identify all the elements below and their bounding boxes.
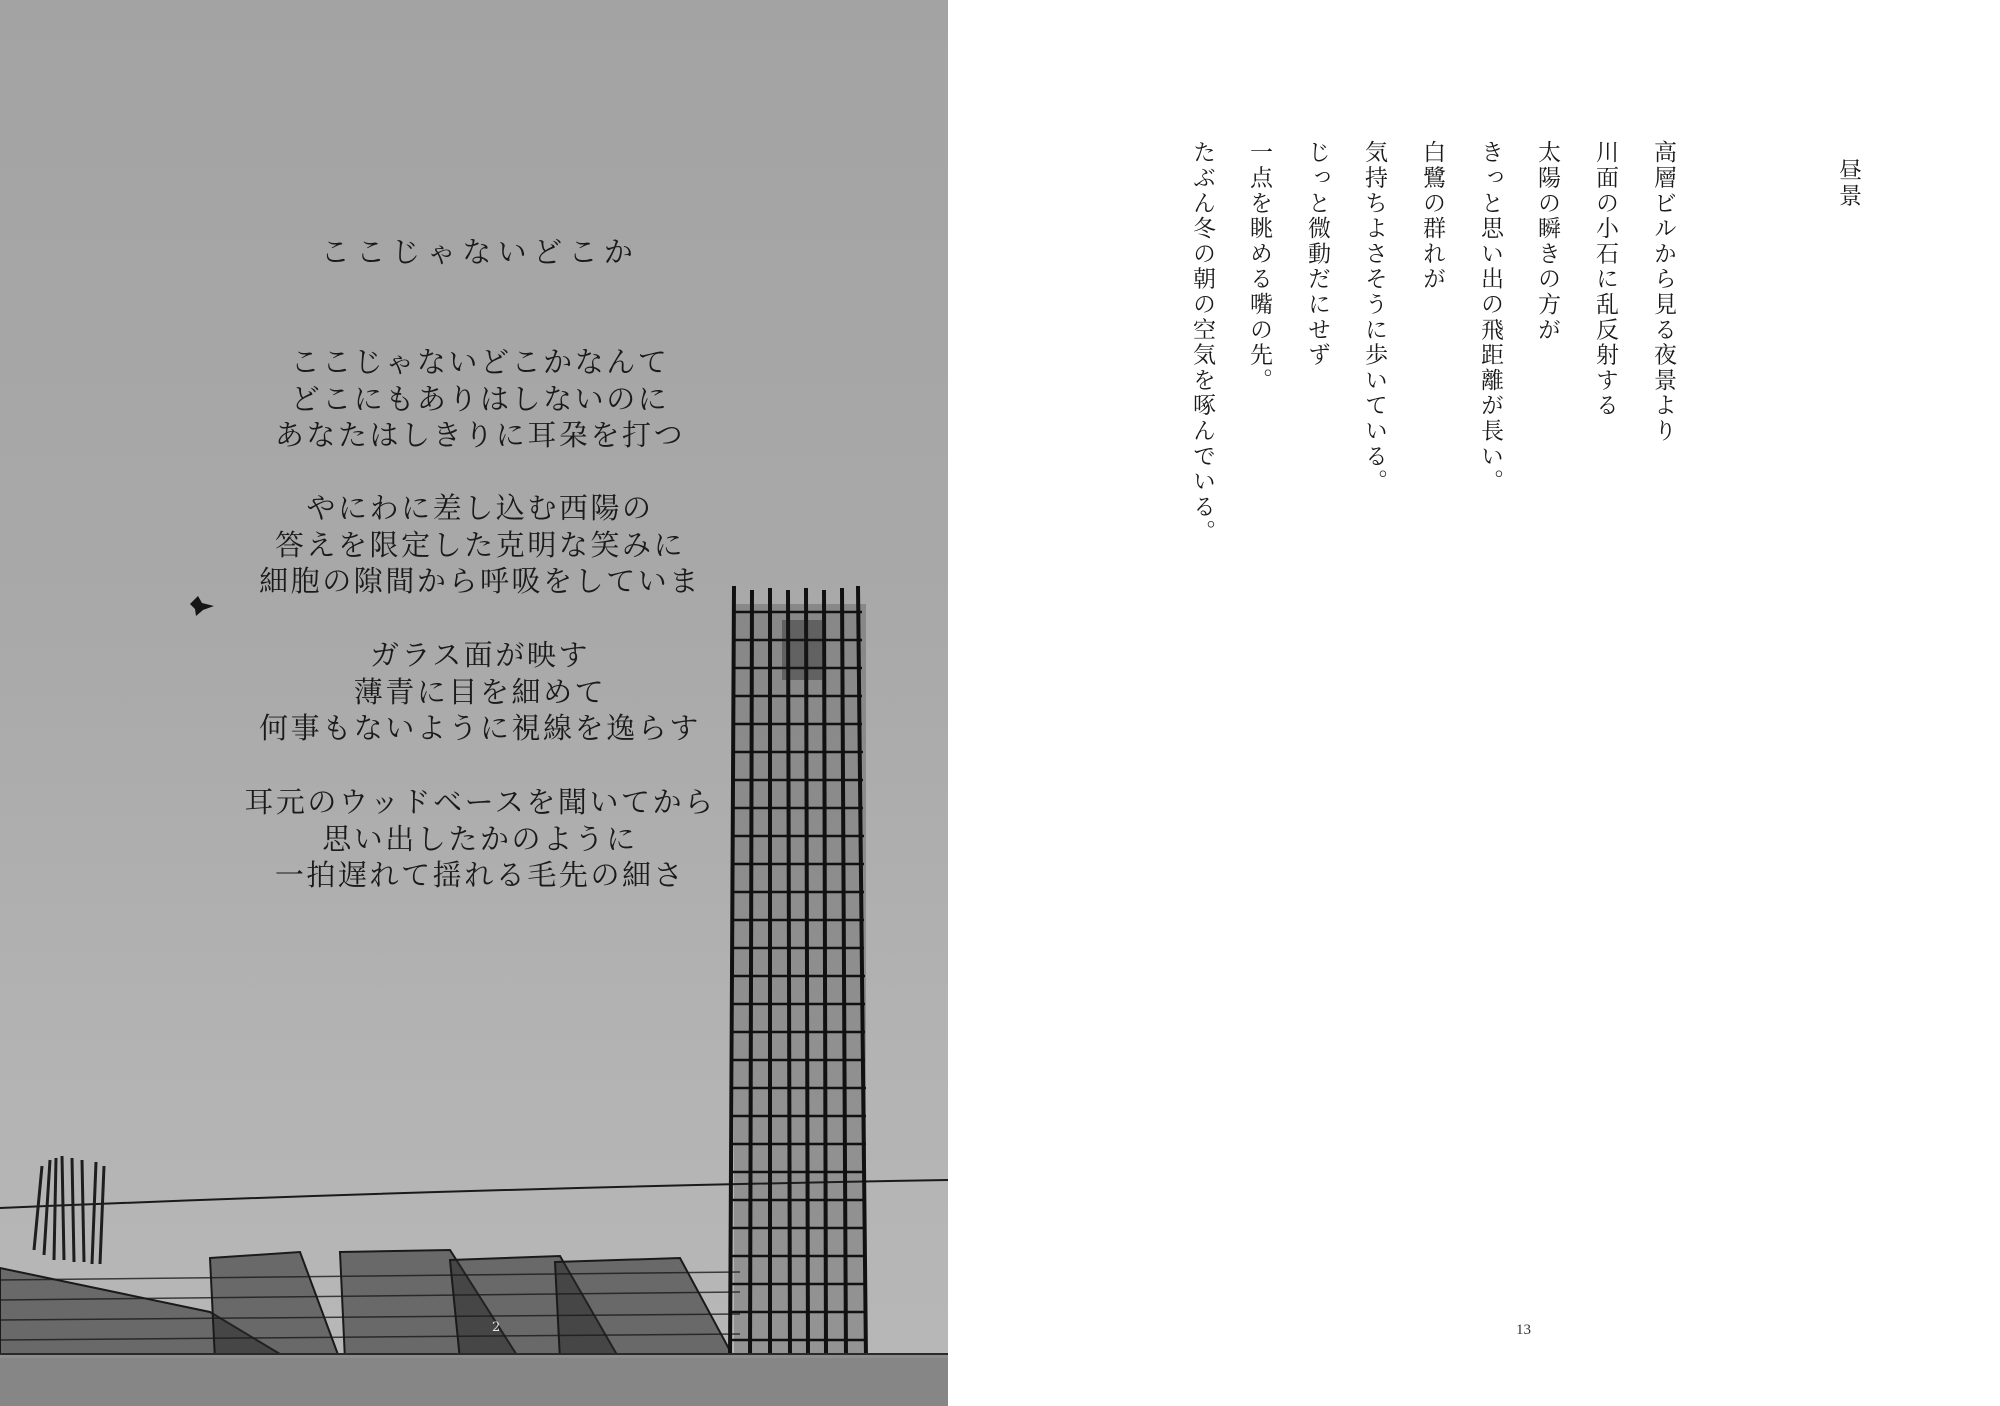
vertical-line: 気持ちよさそうに歩いている。 (1361, 140, 1387, 495)
stanza-3 (120, 637, 840, 747)
poem-line: 答えを限定した克明な笑みに (274, 527, 686, 562)
vertical-line: 太陽の瞬きの方が (1534, 140, 1560, 343)
stanza-4 (120, 784, 840, 894)
vertical-line: きっと思い出の飛距離が長い。 (1477, 140, 1503, 495)
vertical-line: 白鷺の群れが (1419, 140, 1445, 292)
poem-title: ここじゃないどこか (320, 235, 640, 269)
vertical-line: 一点を眺める嘴の先。 (1246, 140, 1272, 393)
poem-line: あなたはしきりに耳朶を打つ (274, 418, 686, 452)
poem-line: ここじゃないどこかなんて (290, 345, 670, 379)
right-page (948, 0, 2000, 1406)
poem-line: 思い出したかのように (322, 821, 638, 856)
poem-line: 耳元のウッドベースを聞いてから (244, 785, 716, 819)
left-page (0, 0, 948, 1406)
poem-line: ガラス面が映す (369, 638, 591, 672)
vertical-line: じっと微動だにせず (1304, 140, 1330, 368)
poem-line: やにわに差し込む西陽の (306, 491, 654, 525)
stanza-2 (120, 490, 840, 600)
stanza-1 (120, 344, 840, 454)
poem-line: 薄青に目を細めて (353, 674, 607, 709)
poem-line: 細胞の隙間から呼吸をしていま (259, 564, 701, 598)
vertical-line: 高層ビルから見る夜景より (1650, 140, 1676, 444)
vertical-line: たぶん冬の朝の空気を啄んでいる。 (1189, 140, 1215, 545)
poem-line: 一拍遅れて揺れる毛先の細さ (274, 858, 686, 892)
poem-line: どこにもありはしないのに (290, 381, 670, 416)
page-number-left: 2 (492, 1320, 501, 1335)
vertical-line: 川面の小石に乱反射する (1592, 140, 1618, 419)
poem-title-vertical: 昼景 (1835, 158, 1861, 209)
poem-line: 何事もないように視線を逸らす (259, 711, 701, 745)
page-number-right: 13 (1516, 1322, 1531, 1338)
